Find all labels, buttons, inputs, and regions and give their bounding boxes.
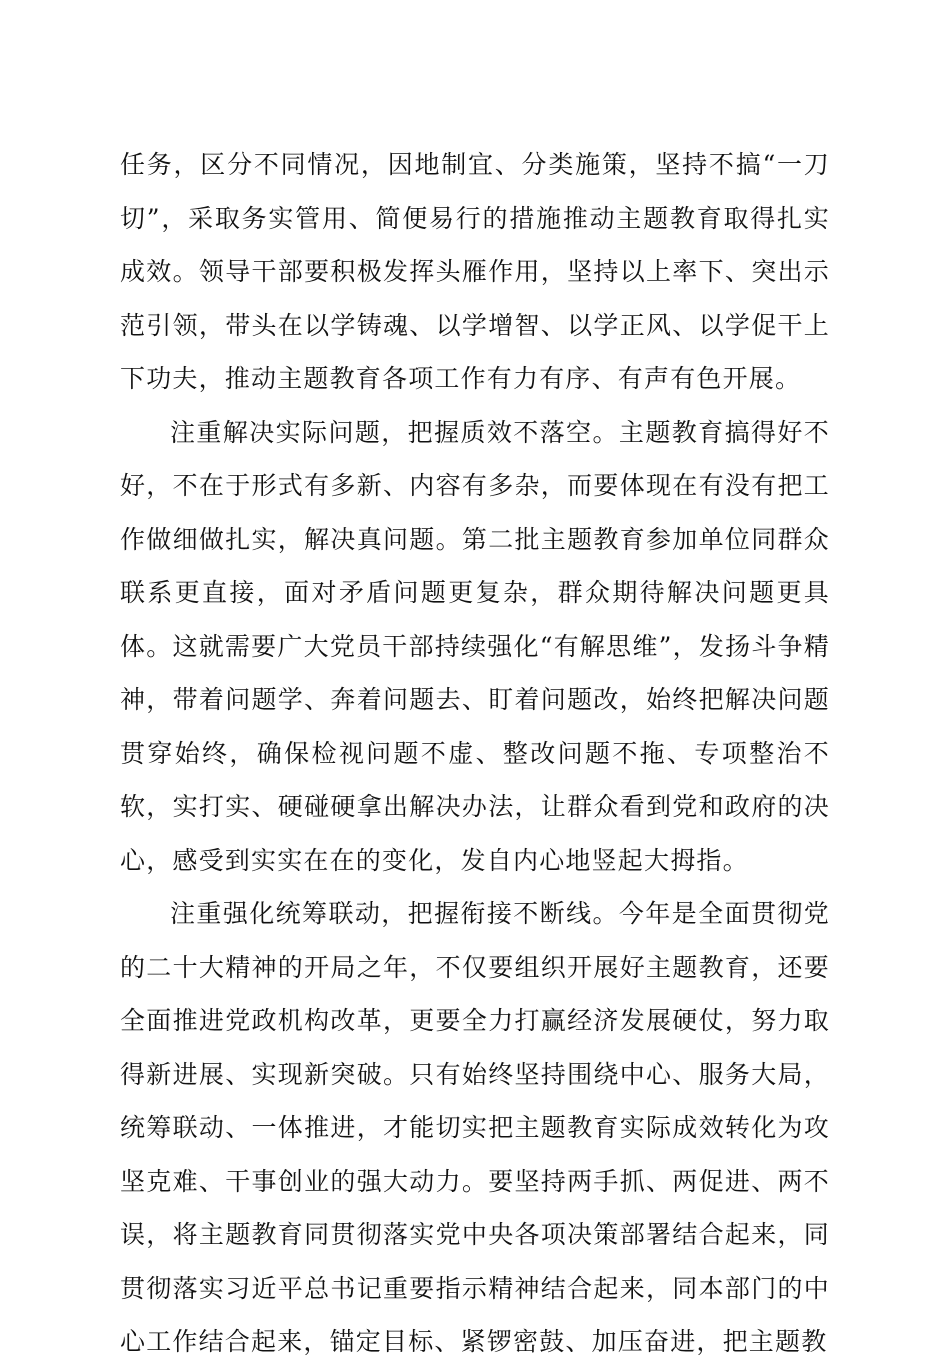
document-body [120, 138, 830, 1369]
paragraph-solve-practical-problems: 注重解决实际问题，把握质效不落空。主题教育搞得好不好，不在于形式有多新、内容有多杂，而要体现在有没有把工作做细做扎实，解决真问题。第二批主题教育参加单位同群众联系更直接，面对矛盾问题更复杂，群众期待解决问题更具体。这就需要广大党员干部持续强化“有解思维”，发扬斗争精神，带着问题学、奔着问题去、盯着问题改，始终把解决问题贯穿始终，确保检视问题不虚、整改问题不拖、专项整治不软，实打实、硬碰硬拿出解决办法，让群众看到党和政府的决心，感受到实实在在的变化，发自内心地竖起大拇指。 [120, 417, 830, 875]
paragraph-coordination-linkage: 注重强化统筹联动，把握衔接不断线。今年是全面贯彻党的二十大精神的开局之年，不仅要组织开展好主题教育，还要全面推进党政机构改革，更要全力打赢经济发展硬仗，努力取得新进展、实现新突破。只有始终坚持围绕中心、服务大局，统筹联动、一体推进，才能切实把主题教育实际成效转化为攻坚克难、干事创业的强大动力。要坚持两手抓、两促进、两不误，将主题教育同贯彻落实党中央各项决策部署结合起来，同贯彻落实习近平总书记重要指示精神结合起来，同本部门的中心工作结合起来，锚定目标、紧锣密鼓、加压奋进，把主题教 [120, 899, 830, 1356]
paragraph-continuation: 任务，区分不同情况，因地制宜、分类施策，坚持不搞“一刀切”，采取务实管用、简便易行的措施推动主题教育取得扎实成效。领导干部要积极发挥头雁作用，坚持以上率下、突出示范引领，带头在以学铸魂、以学增智、以学正风、以学促干上下功夫，推动主题教育各项工作有力有序、有声有色开展。 [120, 150, 830, 393]
